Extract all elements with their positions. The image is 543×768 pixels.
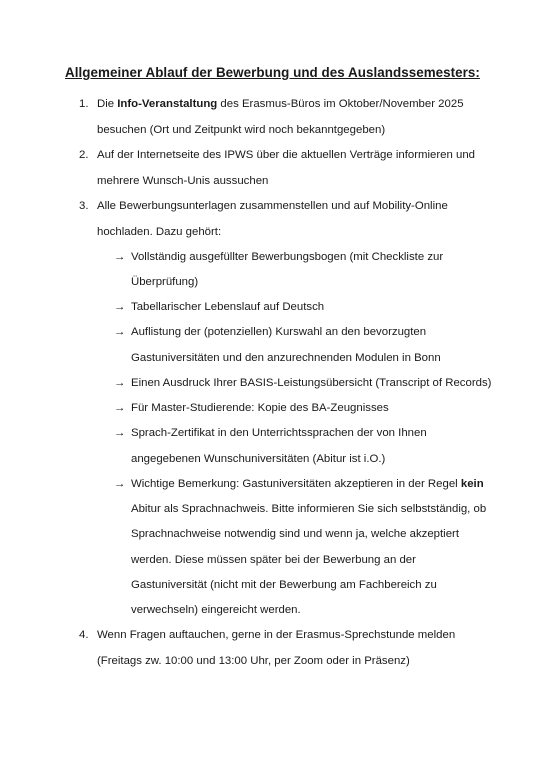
sublist-item-text: Wichtige Bemerkung: Gastuniversitäten akzeptieren in der Regel kein [131,478,484,490]
sublist-item-text: Vollständig ausgefüllter Bewerbungsbogen (mit Checkliste zur [131,251,444,263]
list-number: 4. [79,629,89,641]
list-number: 1. [79,98,89,110]
arrow-icon: → [114,478,126,490]
arrow-icon: → [114,377,126,389]
arrow-icon: → [114,301,126,313]
sublist-item-text: Auflistung der (potenziellen) Kurswahl an den bevorzugten [131,326,427,338]
arrow-icon: → [114,427,126,439]
sublist-item-text: Einen Ausdruck Ihrer BASIS-Leistungsübersicht (Transcript of Records) [131,377,492,389]
sublist-item-text: Gastuniversitäten und den anzurechnenden Modulen in Bonn [131,352,441,364]
bold-emphasis: Info-Veranstaltung [117,98,218,110]
arrow-icon: → [114,326,126,338]
list-item-text: Alle Bewerbungsunterlagen zusammenstellen und auf Mobility-Online [97,200,448,212]
sublist-item-text: Tabellarischer Lebenslauf auf Deutsch [131,301,325,313]
list-item-text: (Freitags zw. 10:00 und 13:00 Uhr, per Zoom oder in Präsenz) [97,655,410,667]
sublist-item-text: werden. Diese müssen später bei der Bewerbung an der [131,554,416,566]
document-title: Allgemeiner Ablauf der Bewerbung und des Auslandssemesters: [65,65,480,80]
list-number: 2. [79,149,89,161]
arrow-icon: → [114,402,126,414]
list-item-text: hochladen. Dazu gehört: [97,226,222,238]
list-item-text: Die Info-Veranstaltung des Erasmus-Büros im Oktober/November 2025 [97,98,464,110]
arrow-icon: → [114,251,126,263]
sublist-item-text: verwechseln) eingereicht werden. [131,604,301,616]
sublist-item-text: Sprach-Zertifikat in den Unterrichtssprachen der von Ihnen [131,427,427,439]
list-item-text: mehrere Wunsch-Unis aussuchen [97,175,269,187]
sublist-item-text: Sprachnachweise notwendig sind und wenn ja, welche akzeptiert [131,528,459,540]
sublist-item-text: angegebenen Wunschuniversitäten (Abitur ist i.O.) [131,453,386,465]
sublist-item-text: Überprüfung) [131,276,199,288]
list-item-text: besuchen (Ort und Zeitpunkt wird noch bekanntgegeben) [97,124,386,136]
sublist-item-text: Abitur als Sprachnachweis. Bitte informieren Sie sich selbstständig, ob [131,503,487,515]
sublist-item-text: Gastuniversität (nicht mit der Bewerbung am Fachbereich zu [131,579,437,591]
list-number: 3. [79,200,89,212]
list-item-text: Auf der Internetseite des IPWS über die aktuellen Verträge informieren und [97,149,476,161]
bold-emphasis: kein [460,478,484,490]
list-item-text: Wenn Fragen auftauchen, gerne in der Erasmus-Sprechstunde melden [97,629,456,641]
sublist-item-text: Für Master-Studierende: Kopie des BA-Zeugnisses [131,402,389,414]
